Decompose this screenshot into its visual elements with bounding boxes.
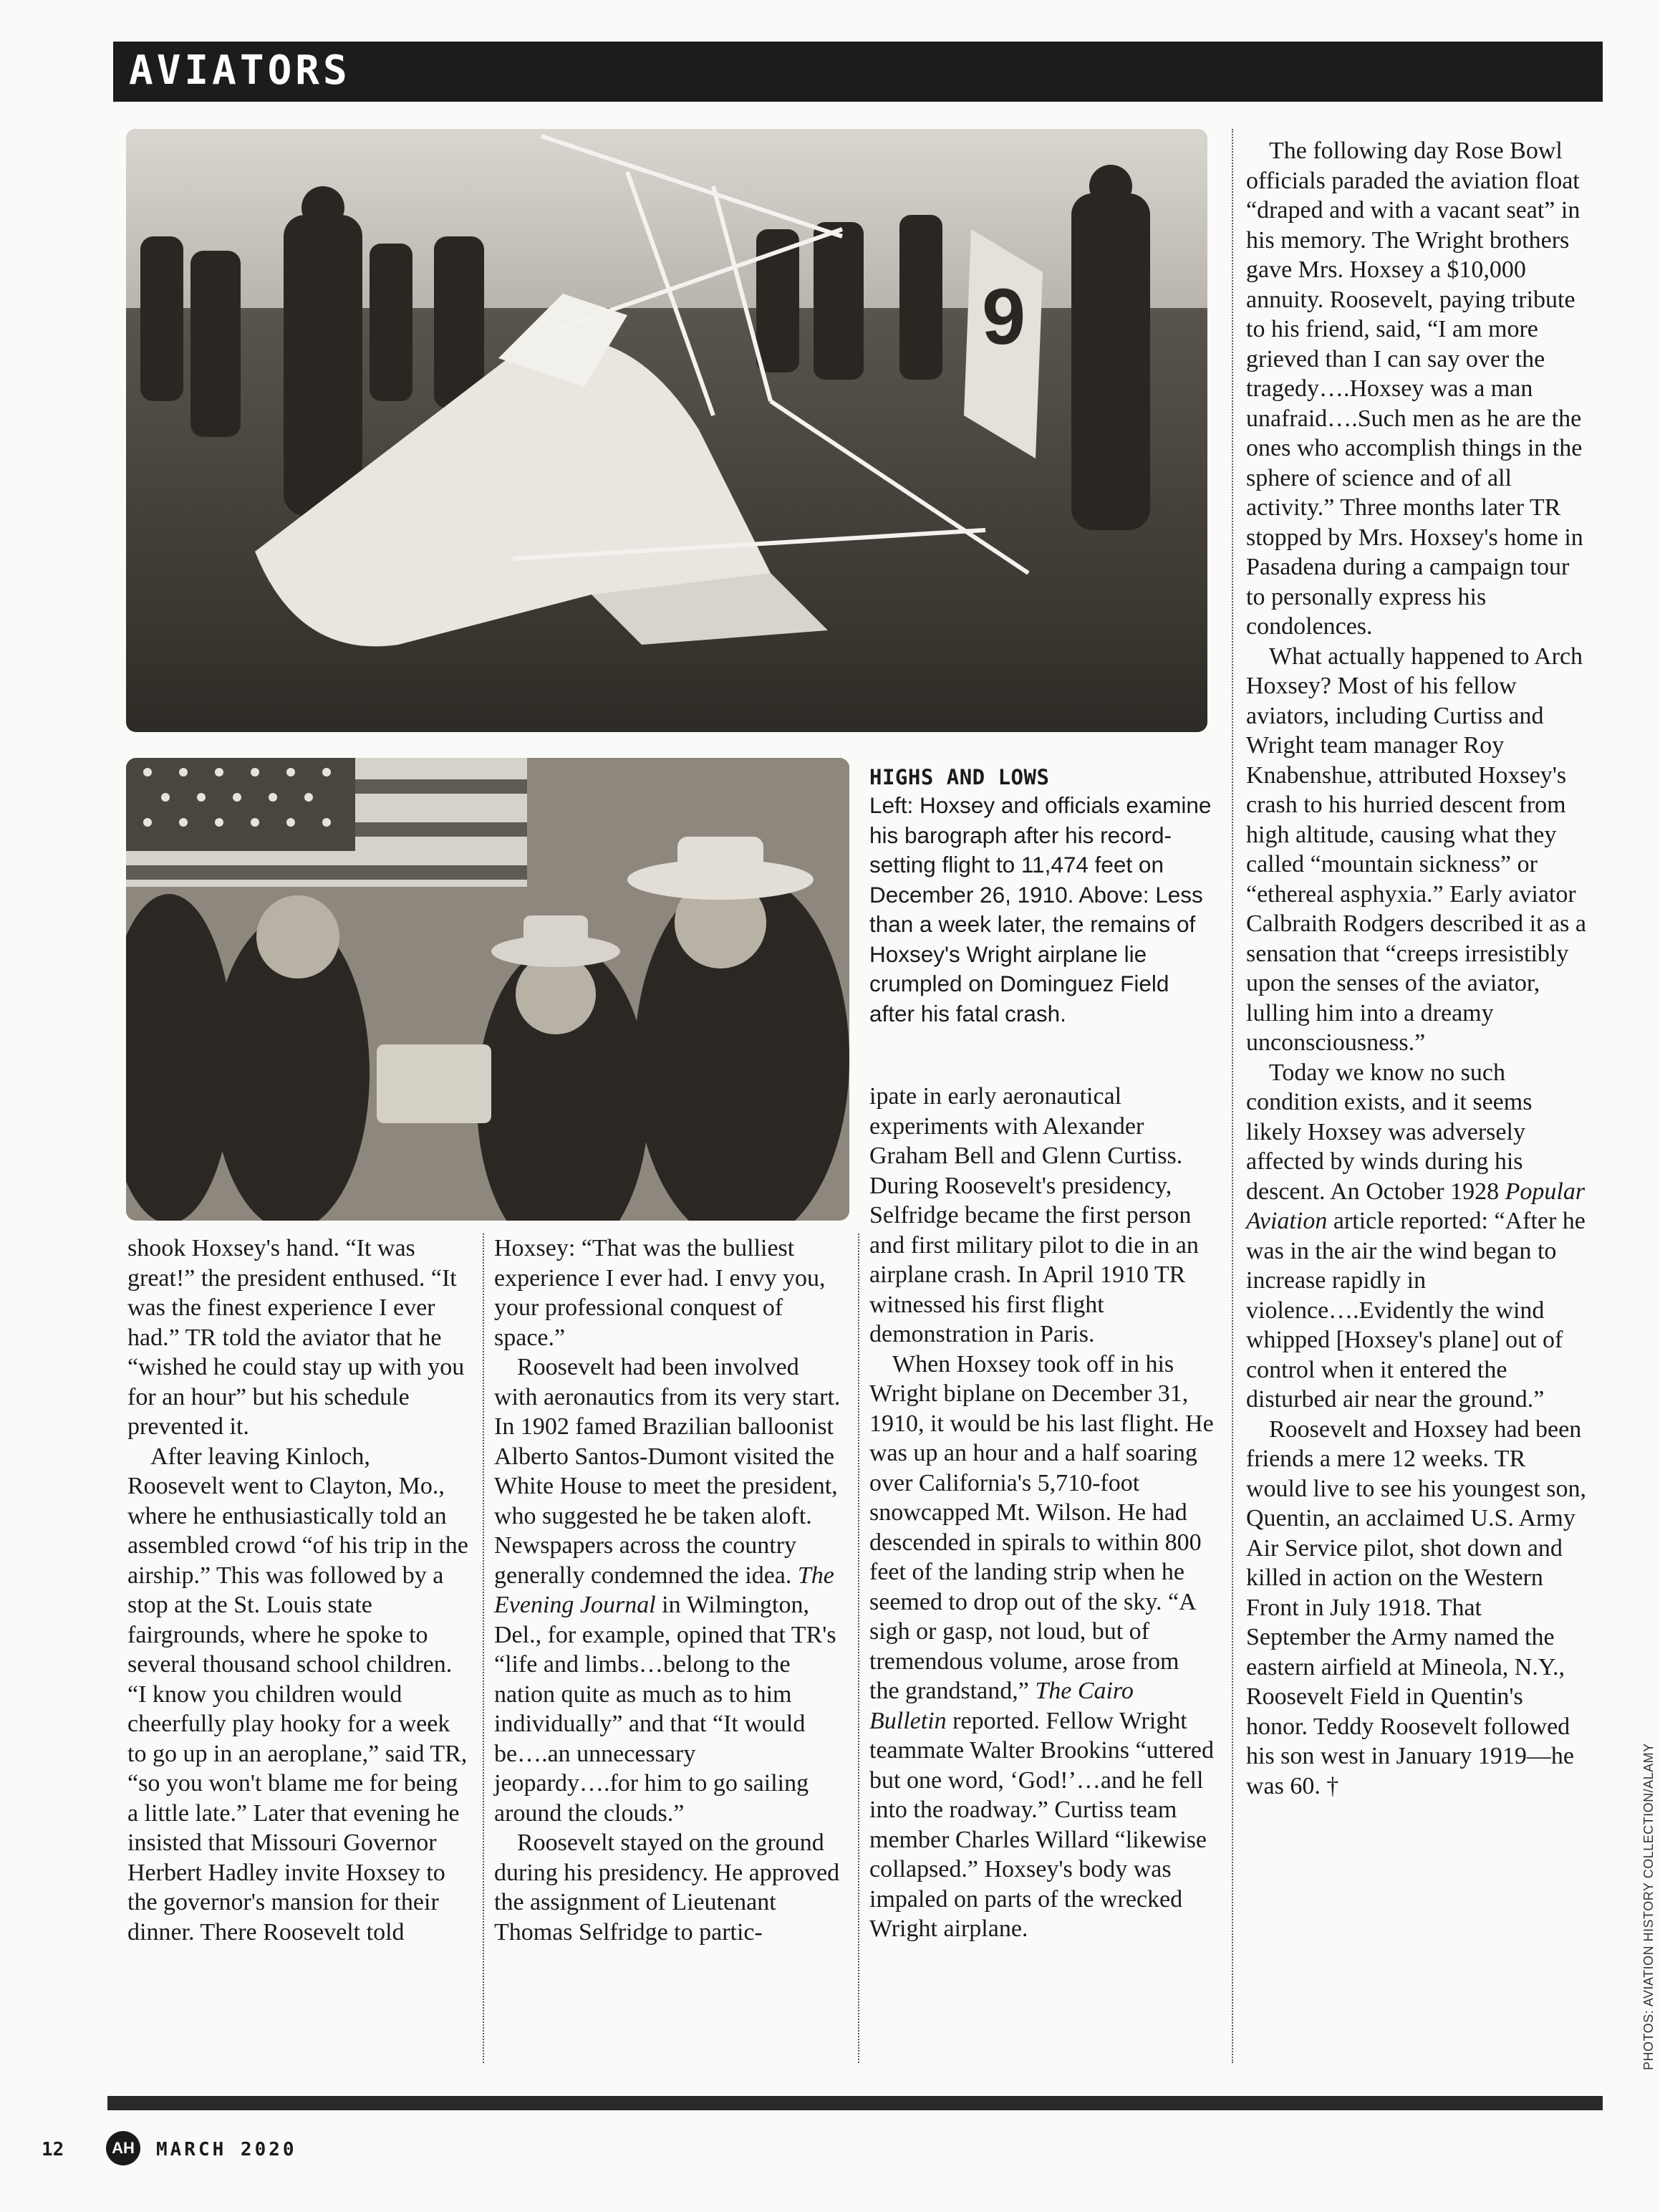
article-column-1 (127, 1234, 473, 1947)
crashed-biplane-photo (126, 129, 1207, 732)
text-run: When Hoxsey took off in his Wright biplane on December 31, 1910, it would be his last flight. He was up an hour and a half soaring over California's 5,710-foot snowcapped Mt. Wilson. He had descended in spirals to within 800 feet of the landing strip when he seemed to drop out of the sky. “A sigh or gasp, not loud, but of tremendous volume, arose from the grandstand,” (869, 1350, 1214, 1704)
text-run: Roosevelt and Hoxsey had been friends a mere 12 weeks. TR would live to see his youngest son, Quentin, an acclaimed U.S. Army Air Service pilot, shot down and killed in action on the Western Front in July 1918. That September the Army named the eastern airfield at Mineola, N.Y., Roosevelt Field in Quentin's honor. Teddy Roosevelt followed his son west in January 1919—he was 60. (1246, 1415, 1587, 1799)
page-number: 12 (42, 2139, 64, 2160)
barograph-officials-image (126, 758, 849, 1221)
section-title: AVIATORS (129, 47, 351, 94)
paragraph: shook Hoxsey's hand. “It was great!” the president enthused. “It was the finest experience I ever had.” TR told the aviator that he “wished he could stay up with you for an hour” but his schedule prevented it. (127, 1235, 465, 1440)
paragraph (494, 1234, 845, 1352)
paragraph (1246, 1058, 1590, 1415)
officials-with-barograph-photo (126, 758, 849, 1221)
text-run: Hoxsey: “That was the bulliest experience I ever had. I envy you, your professional conquest of space.” (494, 1235, 826, 1351)
caption-text: Left: Hoxsey and officials examine his barograph after his record-setting flight to 11,474 feet on December 26, 1910. Above: Less than a week later, the remains of Hoxsey's Wright airplane lie crumpled on Dominguez Field after his fatal crash. (869, 792, 1212, 1026)
article-column-2 (494, 1234, 845, 1947)
text-run: article reported: “After he was in the air the wind began to increase rapidly in violence….Evidently the wind whipped [Hoxsey's plane] out of control when it entered the disturbed air near the ground.” (1246, 1208, 1586, 1413)
publication-name: The Evening Journal (494, 1562, 834, 1618)
end-mark-icon: † (1326, 1772, 1339, 1799)
column-divider (858, 1234, 859, 2063)
magazine-logo (106, 2131, 140, 2165)
paragraph (494, 1352, 845, 1828)
text-run: Today we know no such condition exists, and it seems likely Hoxsey was adversely affected by winds during his descent. An October 1928 (1246, 1059, 1533, 1205)
footer-bar (107, 2096, 1603, 2110)
svg-text:9: 9 (982, 273, 1026, 361)
paragraph (1246, 1415, 1590, 1802)
text-run: Roosevelt had been involved with aeronautics from its very start. In 1902 famed Brazilian balloonist Alberto Santos-Dumont visited the White House to meet the president, who suggested he be taken aloft. Newspapers across the country generally condemned the idea. (494, 1354, 841, 1589)
column-divider (1232, 129, 1233, 2063)
article-column-3 (869, 1082, 1215, 1944)
text-run: in Wilmington, Del., for example, opined that TR's “life and limbs…belong to the nation quite as much as to him individually” and that “It would be….an unnecessary jeopardy….for him to go sailing around the clouds.” (494, 1592, 836, 1827)
photo-credit: PHOTOS: AVIATION HISTORY COLLECTION/ALAMY (1641, 1743, 1656, 2070)
text-run: What actually happened to Arch Hoxsey? Most of his fellow aviators, including Curtiss and Wright team manager Roy Knabenshue, attributed Hoxsey's crash to his hurried descent from high altitude, causing what they called “mountain sickness” or “ethereal asphyxia.” Early aviator Calbraith Rodgers described it as a sensation that “creeps irresistibly upon the senses of the aviator, lulling him into a dreamy unconsciousness.” (1246, 643, 1586, 1056)
logo-text: AH (112, 2139, 135, 2157)
paragraph (1246, 136, 1590, 642)
caption-title: HIGHS AND LOWS (869, 765, 1050, 789)
paragraph (1246, 642, 1590, 1058)
crashed-biplane-image (126, 129, 1207, 732)
publication-name: The Cairo Bulletin (869, 1678, 1134, 1734)
paragraph: After leaving Kinloch, Roosevelt went to Clayton, Mo., where he enthusiastically told an assembled crowd “of his trip in the airship.” This was followed by a stop at the St. Louis state fairgrounds, where he spoke to several thousand school children. “I know you children would cheerfully play hooky for a week to go up in an aeroplane,” said TR, “so you won't blame me for being a little late.” Later that evening he insisted that Missouri Governor Herbert Hadley invite Hoxsey to the governor's mansion for their dinner. There Roosevelt told (127, 1443, 468, 1946)
paragraph (869, 1350, 1215, 1944)
text-run: ipate in early aeronautical experiments with Alexander Graham Bell and Glenn Curtiss. During Roosevelt's presidency, Selfridge became the first person and first military pilot to die in an airplane crash. In April 1910 TR witnessed his first flight demonstration in Paris. (869, 1083, 1199, 1347)
section-header-bar (113, 42, 1603, 102)
article-column-4 (1246, 136, 1590, 1801)
issue-date: MARCH 2020 (156, 2139, 297, 2160)
text-run: Roosevelt stayed on the ground during his presidency. He approved the assignment of Lieutenant Thomas Selfridge to partic- (494, 1829, 840, 1946)
paragraph (494, 1828, 845, 1947)
column-divider (483, 1234, 484, 2063)
text-run: The following day Rose Bowl officials paraded the aviation float “draped and with a vacant seat” in his memory. The Wright brothers gave Mrs. Hoxsey a $10,000 annuity. Roosevelt, paying tribute to his friend, said, “I am more grieved than I can say over the tragedy….Hoxsey was a man unafraid….Such men as he are the ones who accomplish things in the sphere of science and of all activity.” Three months later TR stopped by Mrs. Hoxsey's home in Pasadena during a campaign tour to personally express his condolences. (1246, 138, 1583, 640)
paragraph (869, 1082, 1215, 1350)
photo-caption (869, 764, 1213, 1029)
text-run: reported. Fellow Wright teammate Walter Brookins “uttered but one word, ‘God!’…and he fell into the roadway.” Curtiss team member Charles Willard “likewise collapsed.” Hoxsey's body was impaled on parts of the wrecked Wright airplane. (869, 1707, 1214, 1942)
publication-name: Popular Aviation (1246, 1178, 1586, 1234)
